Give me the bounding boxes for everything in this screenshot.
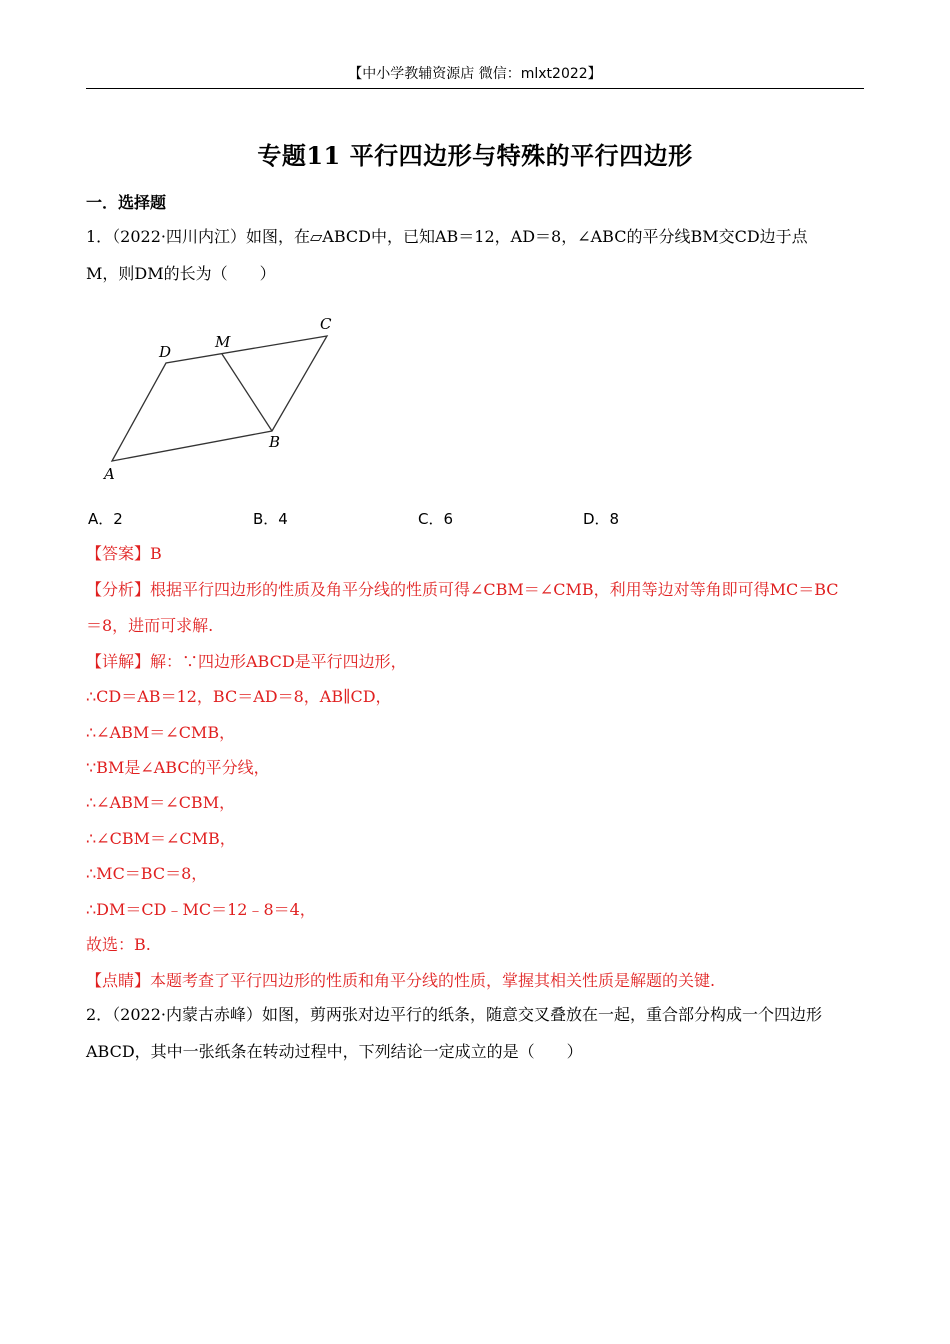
detail-step-8: ∴DM＝CD﹣MC＝12﹣8＝4， xyxy=(86,900,316,919)
question-1-text-line1: 1．（2022·四川内江）如图，在▱ABCD中，已知AB＝12，AD＝8，∠ABC的平分线BM交CD边于点 xyxy=(86,227,808,246)
detail-step-3: ∴∠ABM＝∠CMB， xyxy=(86,723,236,742)
detail-step-5: ∴∠ABM＝∠CBM， xyxy=(86,793,236,812)
detail-step-1: 【详解】解：∵四边形ABCD是平行四边形， xyxy=(86,652,407,671)
label-a: A xyxy=(104,465,115,483)
parallelogram-abcd xyxy=(112,336,327,461)
question-1-text-line2: M，则DM的长为（ ） xyxy=(86,264,276,283)
parallelogram-figure xyxy=(96,312,346,487)
answer-line: 【答案】B xyxy=(86,544,162,563)
label-d: D xyxy=(159,343,172,361)
detail-step-4: ∵BM是∠ABC的平分线， xyxy=(86,758,270,777)
page-header: 【中小学教辅资源店 微信：mlxt2022】 xyxy=(86,64,864,89)
option-c[interactable]: C．6 xyxy=(418,510,454,528)
detail-step-7: ∴MC＝BC＝8， xyxy=(86,864,208,883)
question-2-text-line1: 2．（2022·内蒙古赤峰）如图，剪两张对边平行的纸条，随意交叉叠放在一起，重合部分构成一个四边形 xyxy=(86,1005,822,1024)
option-a[interactable]: A．2 xyxy=(88,510,123,528)
question-2-text-line2: ABCD，其中一张纸条在转动过程中，下列结论一定成立的是（ ） xyxy=(86,1042,583,1061)
comment-line: 【点睛】本题考查了平行四边形的性质和角平分线的性质，掌握其相关性质是解题的关键. xyxy=(86,971,716,990)
section-heading: 一．选择题 xyxy=(86,193,167,212)
bisector-bm xyxy=(222,354,272,431)
analysis-line1: 【分析】根据平行四边形的性质及角平分线的性质可得∠CBM＝∠CMB，利用等边对等角即可得MC＝BC xyxy=(86,580,839,599)
label-m: M xyxy=(215,333,231,351)
analysis-line2: ＝8，进而可求解. xyxy=(86,616,214,635)
label-c: C xyxy=(320,315,332,333)
detail-step-2: ∴CD＝AB＝12，BC＝AD＝8，AB∥CD， xyxy=(86,687,392,706)
page-title: 专题11 平行四边形与特殊的平行四边形 xyxy=(257,141,693,170)
label-b: B xyxy=(269,433,281,451)
option-b[interactable]: B．4 xyxy=(253,510,288,528)
detail-step-6: ∴∠CBM＝∠CMB， xyxy=(86,829,236,848)
detail-step-9: 故选：B. xyxy=(86,935,151,954)
option-d[interactable]: D．8 xyxy=(583,510,620,528)
